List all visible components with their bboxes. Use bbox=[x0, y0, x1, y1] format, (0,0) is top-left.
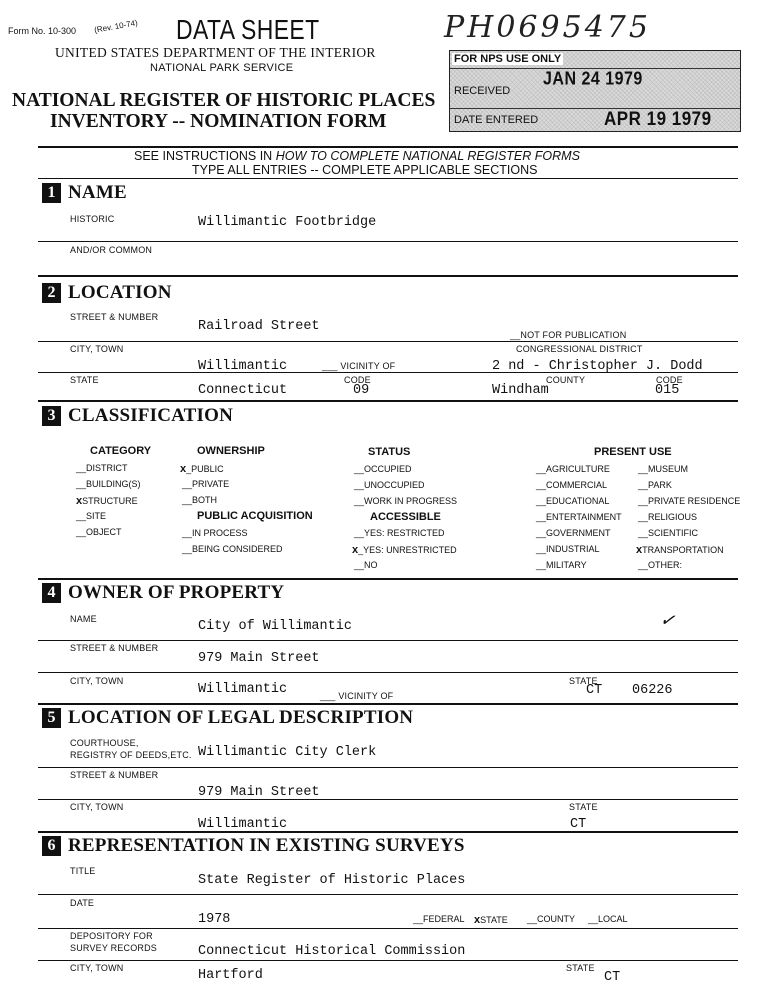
survey-city-label: CITY, TOWN bbox=[70, 963, 124, 973]
check-mark: x bbox=[180, 463, 187, 475]
level-state: xSTATE bbox=[474, 914, 508, 926]
ownership-both: __BOTH bbox=[182, 495, 218, 505]
survey-date-value: 1978 bbox=[198, 912, 231, 927]
state-code-label: CODE bbox=[344, 375, 371, 385]
form-title-line1: NATIONAL REGISTER OF HISTORIC PLACES bbox=[12, 90, 436, 111]
owner-state-value: CT bbox=[586, 683, 603, 698]
received-label: RECEIVED bbox=[454, 85, 511, 97]
category-object: __OBJECT bbox=[76, 527, 122, 537]
use-transportation: xTRANSPORTATION bbox=[636, 544, 724, 556]
nps-use-label: FOR NPS USE ONLY bbox=[454, 53, 562, 65]
ownership-public: x_PUBLIC bbox=[180, 463, 224, 475]
section-number-1: 1 bbox=[42, 183, 61, 203]
use-commercial: __COMMERCIAL bbox=[536, 480, 608, 490]
ownership-heading: OWNERSHIP bbox=[197, 445, 265, 457]
owner-state-label: STATE bbox=[569, 676, 598, 686]
form-number: Form No. 10-300 bbox=[8, 26, 77, 36]
congressional-district-value: 2 nd - Christopher J. Dodd bbox=[492, 359, 703, 374]
historic-label: HISTORIC bbox=[70, 214, 115, 224]
section-title-location: LOCATION bbox=[68, 282, 172, 303]
legal-state-value: CT bbox=[570, 817, 587, 832]
status-unoccupied: __UNOCCUPIED bbox=[354, 480, 425, 490]
congressional-district-label: CONGRESSIONAL DISTRICT bbox=[516, 344, 643, 354]
category-buildings: __BUILDING(S) bbox=[76, 479, 141, 489]
depository-label-2: SURVEY RECORDS bbox=[70, 943, 157, 953]
level-county: __COUNTY bbox=[527, 914, 576, 924]
section-title-legal-description: LOCATION OF LEGAL DESCRIPTION bbox=[68, 707, 414, 728]
county-code-label: CODE bbox=[656, 375, 683, 385]
survey-title-value: State Register of Historic Places bbox=[198, 873, 466, 888]
level-federal: __FEDERAL bbox=[413, 914, 465, 924]
data-sheet-title: DATA SHEET bbox=[176, 14, 320, 45]
state-label: STATE bbox=[70, 375, 99, 385]
not-for-publication: __NOT FOR PUBLICATION bbox=[510, 330, 627, 340]
accessible-heading: ACCESSIBLE bbox=[370, 511, 441, 523]
nps-use-box bbox=[449, 50, 741, 132]
check-mark: x bbox=[76, 495, 83, 507]
accessible-unrestricted: x_YES: UNRESTRICTED bbox=[352, 544, 457, 556]
use-scientific: __SCIENTIFIC bbox=[638, 528, 699, 538]
state-value: Connecticut bbox=[198, 383, 288, 398]
present-use-heading: PRESENT USE bbox=[594, 446, 672, 458]
use-entertainment: __ENTERTAINMENT bbox=[536, 512, 622, 522]
category-site: __SITE bbox=[76, 511, 107, 521]
use-educational: __EDUCATIONAL bbox=[536, 496, 610, 506]
received-stamp: JAN 24 1979 bbox=[543, 69, 643, 90]
accessible-no: __NO bbox=[354, 560, 378, 570]
use-other: __OTHER: bbox=[638, 560, 683, 570]
date-entered-label: DATE ENTERED bbox=[454, 114, 539, 126]
level-local: __LOCAL bbox=[588, 914, 628, 924]
category-district: __DISTRICT bbox=[76, 463, 128, 473]
owner-name-value: City of Willimantic bbox=[198, 619, 352, 634]
legal-city-value: Willimantic bbox=[198, 817, 288, 832]
use-government: __GOVERNMENT bbox=[536, 528, 611, 538]
owner-street-label: STREET & NUMBER bbox=[70, 643, 159, 653]
form-title-line2: INVENTORY -- NOMINATION FORM bbox=[50, 111, 387, 132]
section-title-owner: OWNER OF PROPERTY bbox=[68, 582, 285, 603]
check-mark: x bbox=[474, 914, 481, 926]
category-structure: xSTRUCTURE bbox=[76, 495, 138, 507]
legal-state-label: STATE bbox=[569, 802, 598, 812]
depository-value: Connecticut Historical Commission bbox=[198, 944, 466, 959]
section-number-5: 5 bbox=[42, 708, 61, 728]
accessible-restricted: __YES: RESTRICTED bbox=[354, 528, 445, 538]
use-industrial: __INDUSTRIAL bbox=[536, 544, 600, 554]
survey-title-label: TITLE bbox=[70, 866, 96, 876]
courthouse-label-1: COURTHOUSE, bbox=[70, 738, 139, 748]
city-value: Willimantic bbox=[198, 359, 288, 374]
entered-stamp: APR 19 1979 bbox=[604, 107, 712, 130]
section-title-classification: CLASSIFICATION bbox=[68, 405, 234, 426]
city-label: CITY, TOWN bbox=[70, 344, 124, 354]
section-title-surveys: REPRESENTATION IN EXISTING SURVEYS bbox=[68, 835, 465, 856]
county-label: COUNTY bbox=[546, 375, 586, 385]
instructions-line2: TYPE ALL ENTRIES -- COMPLETE APPLICABLE SECTIONS bbox=[192, 163, 538, 177]
section-number-2: 2 bbox=[42, 283, 61, 303]
use-museum: __MUSEUM bbox=[638, 464, 689, 474]
instructions-line1: SEE INSTRUCTIONS IN HOW TO COMPLETE NATIONAL REGISTER FORMS bbox=[134, 149, 580, 163]
owner-street-value: 979 Main Street bbox=[198, 651, 320, 666]
vicinity-of: ___ VICINITY OF bbox=[322, 361, 396, 371]
survey-date-label: DATE bbox=[70, 898, 95, 908]
acquisition-in-process: __IN PROCESS bbox=[182, 528, 248, 538]
legal-street-label: STREET & NUMBER bbox=[70, 770, 159, 780]
use-military: __MILITARY bbox=[536, 560, 587, 570]
status-heading: STATUS bbox=[368, 446, 411, 458]
owner-name-label: NAME bbox=[70, 614, 97, 624]
historic-value: Willimantic Footbridge bbox=[198, 215, 377, 230]
survey-state-value: CT bbox=[604, 970, 621, 985]
owner-city-value: Willimantic bbox=[198, 682, 288, 697]
survey-city-value: Hartford bbox=[198, 968, 263, 983]
owner-city-label: CITY, TOWN bbox=[70, 676, 124, 686]
legal-city-label: CITY, TOWN bbox=[70, 802, 124, 812]
section-number-6: 6 bbox=[42, 836, 61, 856]
acquisition-being-considered: __BEING CONSIDERED bbox=[182, 544, 283, 554]
section-title-name: NAME bbox=[68, 182, 127, 203]
form-revision: (Rev. 10-74) bbox=[93, 18, 139, 35]
handwritten-id: PH0695475 bbox=[444, 10, 651, 45]
public-acquisition-heading: PUBLIC ACQUISITION bbox=[197, 510, 313, 522]
category-heading: CATEGORY bbox=[90, 445, 152, 457]
street-value: Railroad Street bbox=[198, 319, 320, 334]
status-occupied: __OCCUPIED bbox=[354, 464, 412, 474]
common-label: AND/OR COMMON bbox=[70, 245, 153, 255]
use-private-residence: __PRIVATE RESIDENCE bbox=[638, 496, 741, 506]
county-value: Windham bbox=[492, 383, 549, 398]
ownership-private: __PRIVATE bbox=[182, 479, 230, 489]
state-code-value: 09 bbox=[353, 383, 370, 398]
check-tick-icon: ✓ bbox=[658, 609, 677, 631]
courthouse-label-2: REGISTRY OF DEEDS,ETC. bbox=[70, 750, 192, 760]
legal-street-value: 979 Main Street bbox=[198, 785, 320, 800]
department-name: UNITED STATES DEPARTMENT OF THE INTERIOR bbox=[55, 45, 376, 60]
use-agriculture: __AGRICULTURE bbox=[536, 464, 610, 474]
section-number-3: 3 bbox=[42, 406, 61, 426]
status-work-in-progress: __WORK IN PROGRESS bbox=[354, 496, 458, 506]
check-mark: x bbox=[636, 544, 643, 556]
survey-state-label: STATE bbox=[566, 963, 595, 973]
courthouse-value: Willimantic City Clerk bbox=[198, 745, 377, 760]
owner-vicinity-of: ___ VICINITY OF bbox=[320, 691, 394, 701]
use-park: __PARK bbox=[638, 480, 672, 490]
section-number-4: 4 bbox=[42, 583, 61, 603]
service-name: NATIONAL PARK SERVICE bbox=[150, 62, 294, 74]
owner-zip: 06226 bbox=[632, 683, 673, 698]
check-mark: x bbox=[352, 544, 359, 556]
depository-label-1: DEPOSITORY FOR bbox=[70, 931, 153, 941]
use-religious: __RELIGIOUS bbox=[638, 512, 698, 522]
county-code-value: 015 bbox=[655, 383, 680, 398]
street-label: STREET & NUMBER bbox=[70, 312, 159, 322]
